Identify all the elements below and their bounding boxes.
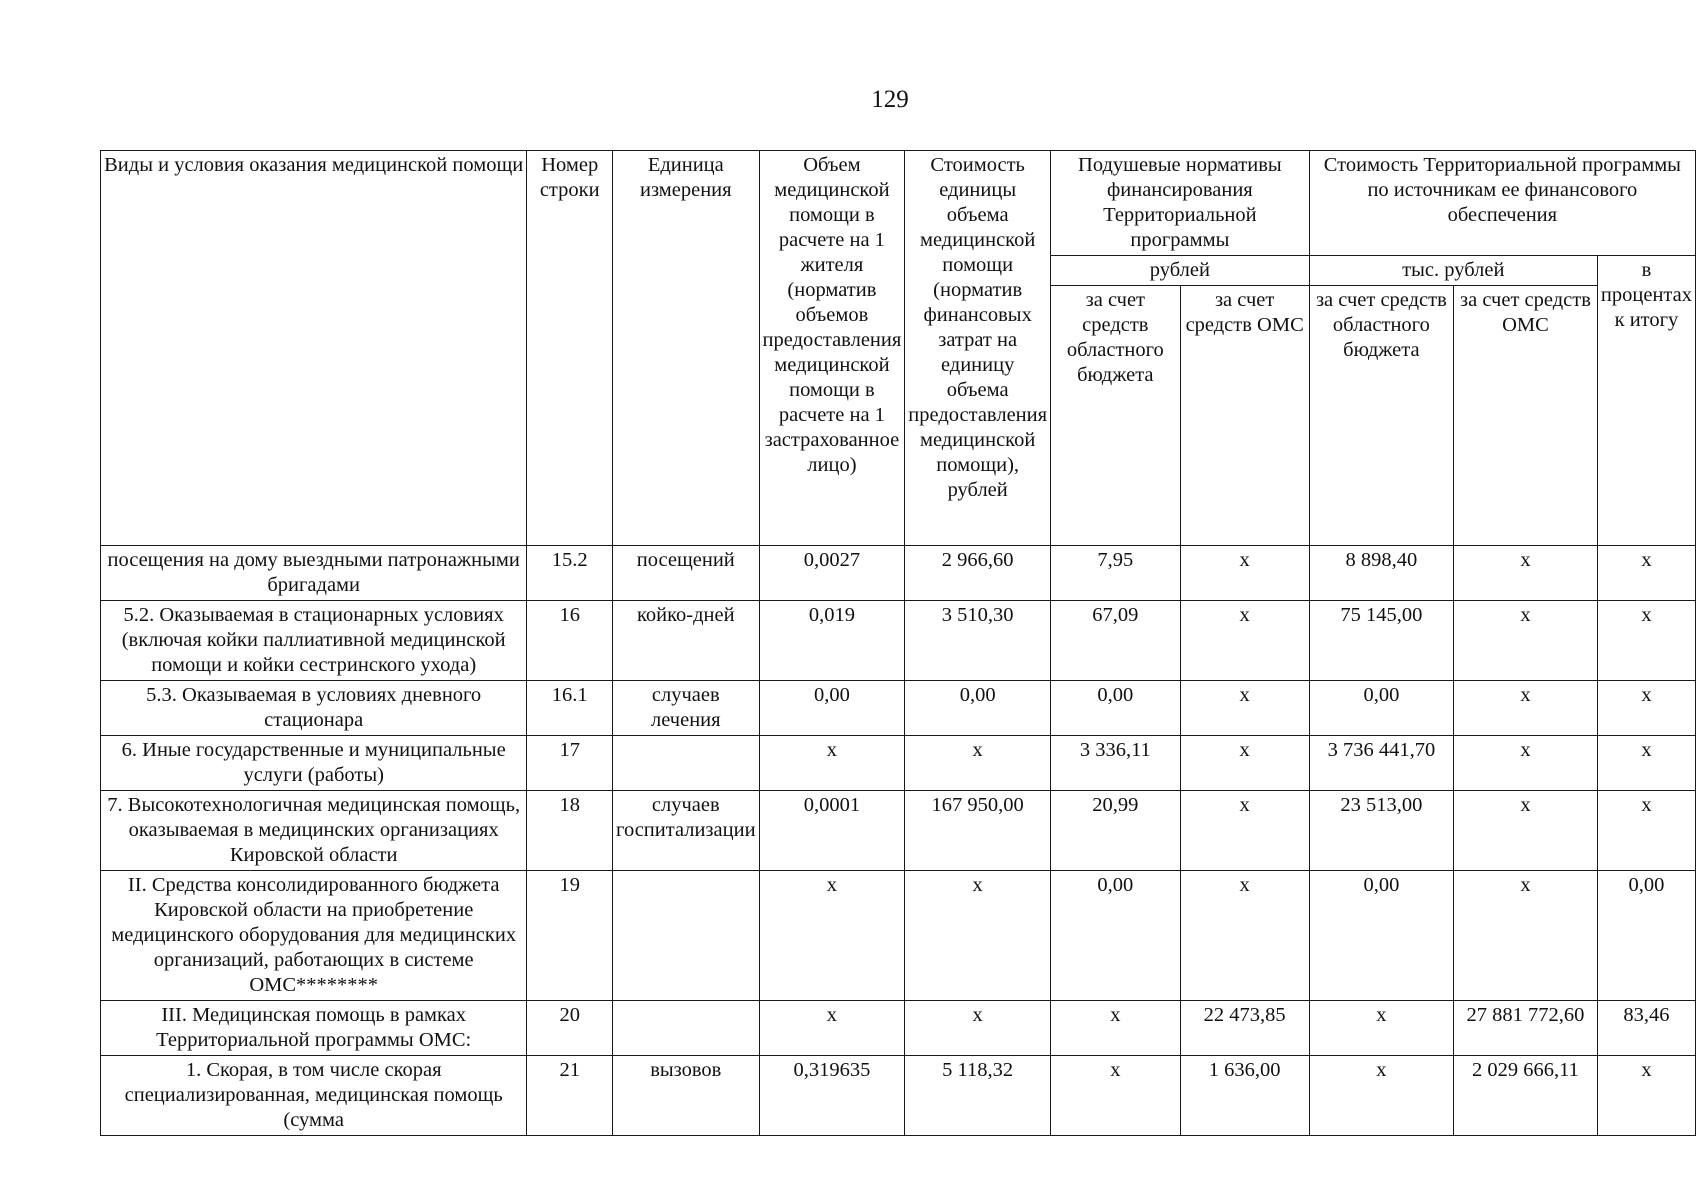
row-total-oms: x <box>1454 791 1598 871</box>
row-per-budget: 20,99 <box>1051 791 1181 871</box>
row-cost: x <box>905 871 1051 1001</box>
row-name: 5.2. Оказываемая в стационарных условиях (включая койки паллиативной медицинской помощи и койки сестринского ухода) <box>101 601 527 681</box>
row-number: 18 <box>527 791 613 871</box>
row-unit <box>613 1001 759 1056</box>
row-per-budget: x <box>1051 1056 1181 1136</box>
header-per-oms: за счет средств ОМС <box>1180 286 1309 546</box>
row-cost: 2 966,60 <box>905 546 1051 601</box>
header-kind: Виды и условия оказания медицинской помощи <box>101 151 527 546</box>
row-cost: x <box>905 1001 1051 1056</box>
row-cost: 0,00 <box>905 681 1051 736</box>
table-row <box>101 736 1696 791</box>
row-total-budget: 75 145,00 <box>1309 601 1453 681</box>
row-per-oms: x <box>1180 871 1309 1001</box>
table-row <box>101 1001 1696 1056</box>
row-percent: x <box>1597 681 1695 736</box>
row-total-budget: 23 513,00 <box>1309 791 1453 871</box>
row-percent: 83,46 <box>1597 1001 1695 1056</box>
row-number: 21 <box>527 1056 613 1136</box>
row-per-budget: 7,95 <box>1051 546 1181 601</box>
table-row <box>101 791 1696 871</box>
row-total-budget: 8 898,40 <box>1309 546 1453 601</box>
row-number: 20 <box>527 1001 613 1056</box>
table-row <box>101 1056 1696 1136</box>
row-unit <box>613 736 759 791</box>
row-name: 7. Высокотехнологичная медицинская помощь, оказываемая в медицинских организациях Кировской области <box>101 791 527 871</box>
row-volume: 0,319635 <box>759 1056 905 1136</box>
row-percent: x <box>1597 1056 1695 1136</box>
row-volume: 0,019 <box>759 601 905 681</box>
row-number: 16.1 <box>527 681 613 736</box>
row-per-oms: x <box>1180 736 1309 791</box>
row-total-oms: x <box>1454 736 1598 791</box>
table-row <box>101 871 1696 1001</box>
row-total-oms: x <box>1454 601 1598 681</box>
header-row-number: Номер строки <box>527 151 613 546</box>
row-name: посещения на дому выездными патронажными бригадами <box>101 546 527 601</box>
row-volume: 0,00 <box>759 681 905 736</box>
row-per-budget: 3 336,11 <box>1051 736 1181 791</box>
row-unit: посещений <box>613 546 759 601</box>
row-total-oms: 27 881 772,60 <box>1454 1001 1598 1056</box>
header-total-budget: за счет средств областного бюджета <box>1309 286 1453 546</box>
row-cost: 167 950,00 <box>905 791 1051 871</box>
row-unit: вызовов <box>613 1056 759 1136</box>
row-total-budget: x <box>1309 1001 1453 1056</box>
row-number: 19 <box>527 871 613 1001</box>
row-number: 15.2 <box>527 546 613 601</box>
row-total-oms: x <box>1454 546 1598 601</box>
table-row <box>101 601 1696 681</box>
header-thousand-rubles: тыс. рублей <box>1309 256 1597 286</box>
row-unit: случаев лечения <box>613 681 759 736</box>
row-volume: 0,0001 <box>759 791 905 871</box>
row-volume: x <box>759 1001 905 1056</box>
row-per-oms: 22 473,85 <box>1180 1001 1309 1056</box>
row-name: 1. Скорая, в том числе скорая специализированная, медицинская помощь (сумма <box>101 1056 527 1136</box>
row-unit: случаев госпитализации <box>613 791 759 871</box>
row-percent: x <box>1597 791 1695 871</box>
page-number: 129 <box>871 86 909 113</box>
row-total-budget: 0,00 <box>1309 681 1453 736</box>
header-unit: Единица измерения <box>613 151 759 546</box>
row-per-oms: x <box>1180 601 1309 681</box>
row-name: II. Средства консолидированного бюджета Кировской области на приобретение медицинского оборудования для медицинских организаций, работающих в системе ОМС******** <box>101 871 527 1001</box>
row-percent: x <box>1597 736 1695 791</box>
row-name: III. Медицинская помощь в рамках Территориальной программы ОМС: <box>101 1001 527 1056</box>
row-unit: койко-дней <box>613 601 759 681</box>
header-per-budget: за счет средств областного бюджета <box>1051 286 1181 546</box>
row-volume: x <box>759 736 905 791</box>
financing-table <box>100 150 1696 1136</box>
header-program-cost: Стоимость Территориальной программы по источникам ее финансового обеспечения <box>1309 151 1695 256</box>
row-per-oms: x <box>1180 681 1309 736</box>
row-number: 17 <box>527 736 613 791</box>
header-per-capita: Подушевые нормативы финансирования Территориальной программы <box>1051 151 1310 256</box>
row-name: 5.3. Оказываемая в условиях дневного стационара <box>101 681 527 736</box>
row-per-budget: 67,09 <box>1051 601 1181 681</box>
header-percent: в процентах к итогу <box>1597 256 1695 546</box>
row-cost: 5 118,32 <box>905 1056 1051 1136</box>
row-number: 16 <box>527 601 613 681</box>
row-per-budget: x <box>1051 1001 1181 1056</box>
row-cost: x <box>905 736 1051 791</box>
row-percent: x <box>1597 546 1695 601</box>
header-total-oms: за счет средств ОМС <box>1454 286 1598 546</box>
row-total-budget: x <box>1309 1056 1453 1136</box>
row-total-oms: x <box>1454 871 1598 1001</box>
row-total-oms: 2 029 666,11 <box>1454 1056 1598 1136</box>
row-percent: x <box>1597 601 1695 681</box>
header-unit-cost: Стоимость единицы объема медицинской помощи (норматив финансовых затрат на единицу объема предоставления медицинской помощи), рублей <box>905 151 1051 546</box>
header-volume: Объем медицинской помощи в расчете на 1 жителя (норматив объемов предоставления медицинской помощи в расчете на 1 застрахованное лицо) <box>759 151 905 546</box>
row-total-budget: 3 736 441,70 <box>1309 736 1453 791</box>
row-per-budget: 0,00 <box>1051 681 1181 736</box>
row-percent: 0,00 <box>1597 871 1695 1001</box>
row-per-budget: 0,00 <box>1051 871 1181 1001</box>
row-per-oms: x <box>1180 791 1309 871</box>
row-per-oms: 1 636,00 <box>1180 1056 1309 1136</box>
header-rubles: рублей <box>1051 256 1310 286</box>
row-volume: x <box>759 871 905 1001</box>
row-volume: 0,0027 <box>759 546 905 601</box>
row-cost: 3 510,30 <box>905 601 1051 681</box>
table-row <box>101 681 1696 736</box>
row-unit <box>613 871 759 1001</box>
row-total-oms: x <box>1454 681 1598 736</box>
row-name: 6. Иные государственные и муниципальные услуги (работы) <box>101 736 527 791</box>
row-total-budget: 0,00 <box>1309 871 1453 1001</box>
row-per-oms: x <box>1180 546 1309 601</box>
table-row <box>101 546 1696 601</box>
